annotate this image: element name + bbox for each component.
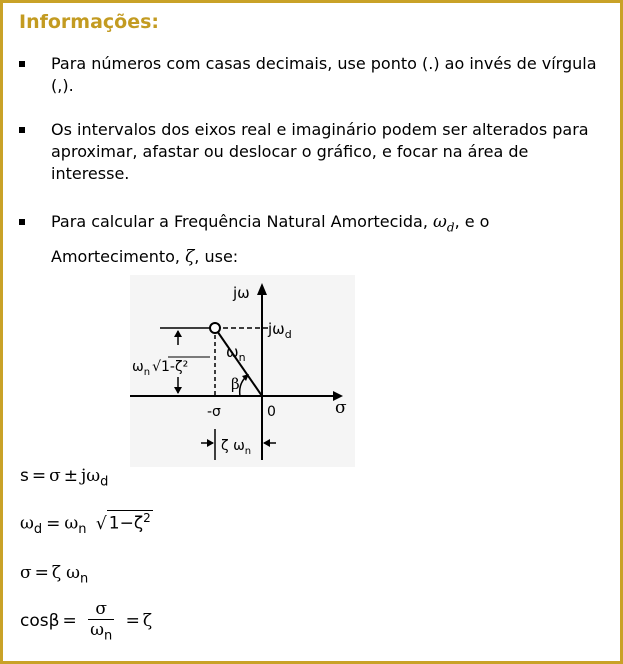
pole-marker xyxy=(210,323,220,333)
list-item-text: Os intervalos dos eixos real e imaginário podem ser alterados para aproximar, afastar ou deslocar o gráfico, e focar na área de interesse. xyxy=(51,120,589,183)
list-item-text-b: , e o Amortecimento, xyxy=(51,212,490,267)
equation-s: $s = \sigma \pm j\omega_d$ xyxy=(20,466,109,490)
jwd-label: $j\omega_d$ xyxy=(268,320,292,341)
list-item xyxy=(19,53,604,97)
origin-label: 0 xyxy=(267,404,276,420)
fraction: $\frac{\sigma}{\omega_n}$ xyxy=(90,599,113,644)
sigma-axis-label: σ xyxy=(335,398,347,418)
list-item-text: Para números com casas decimais, use ponto (.) ao invés de vírgula (,). xyxy=(51,54,597,95)
left-dim-label: $\omega_n$ √1-ζ² xyxy=(132,359,189,378)
equation-sigma: σ = ζ $\omega_n$ xyxy=(20,563,89,587)
list-item xyxy=(19,119,604,185)
bullet-square-icon xyxy=(19,127,25,133)
panel-title: Informações: xyxy=(19,11,160,33)
bottom-dim-label: ζ $\omega_n$ xyxy=(221,438,252,457)
imag-axis-label: jω xyxy=(233,284,250,302)
equation-cos-beta: cosβ = $\frac{\sigma}{\omega_n}$ = ζ xyxy=(20,599,153,644)
list-item-text-a: Para calcular a Frequência Natural Amortecida, xyxy=(51,212,428,231)
list-item-text-c: , use: xyxy=(194,247,239,267)
neg-sigma-label: -σ xyxy=(207,404,221,420)
zeta-symbol: ζ xyxy=(185,247,195,268)
equation-omega-d: $\omega_d = \omega_n$ √ $1-\zeta^2$ xyxy=(20,511,151,538)
bullet-square-icon xyxy=(19,61,25,67)
list-item xyxy=(19,207,604,272)
info-list xyxy=(19,53,604,294)
s-plane-diagram xyxy=(130,275,355,467)
bullet-square-icon xyxy=(19,219,25,225)
beta-label: β xyxy=(231,375,240,393)
omega-d-symbol: $\omega_d$ xyxy=(433,212,455,235)
wn-label: $\omega_n$ xyxy=(226,343,246,364)
